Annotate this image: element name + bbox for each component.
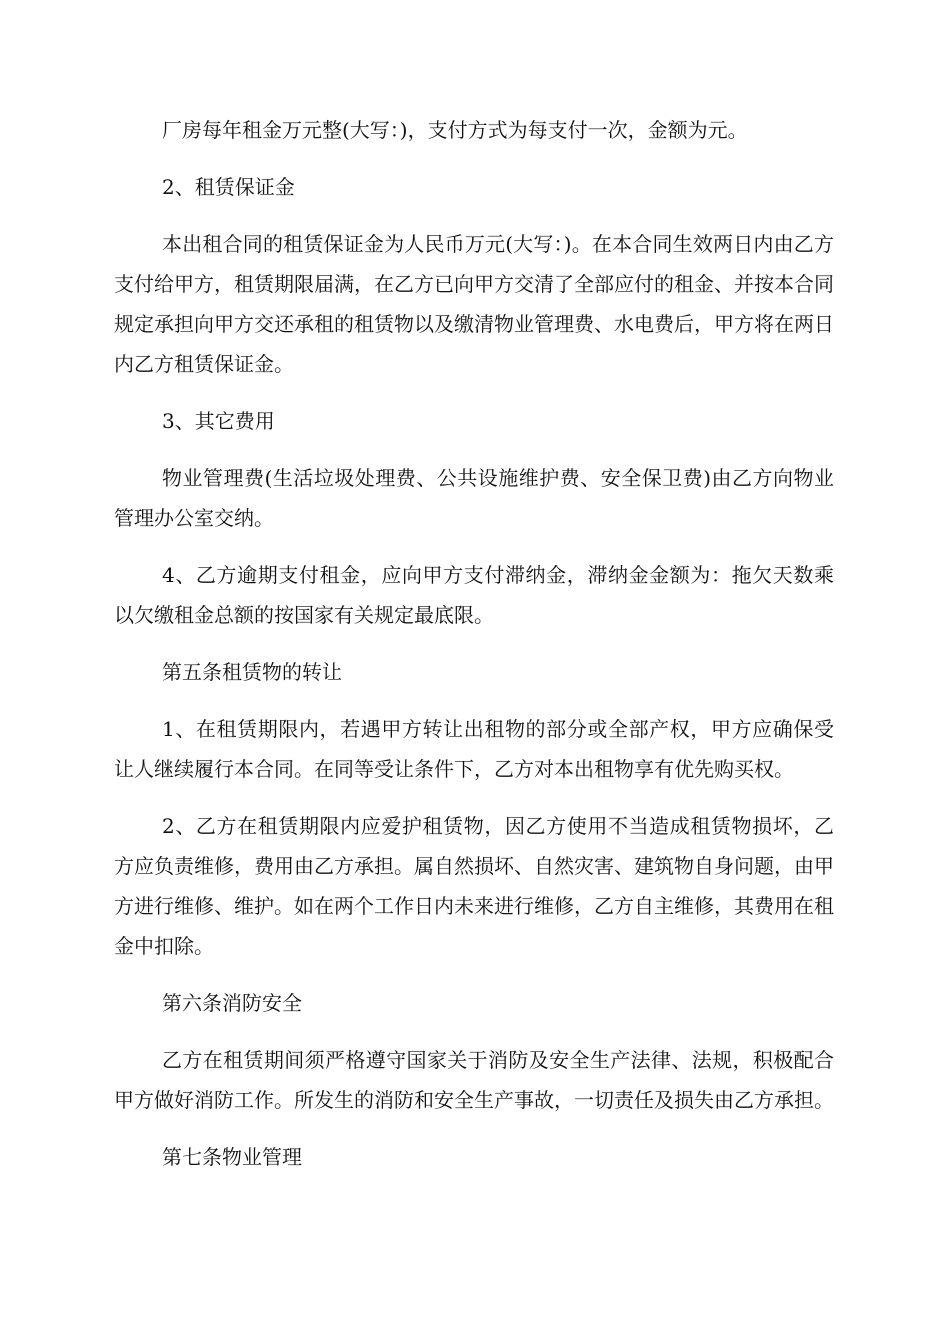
heading-article-6: 第六条消防安全 bbox=[162, 991, 302, 1015]
paragraph-rent-amount: 厂房每年租金万元整(大写：)，支付方式为每支付一次，金额为元。 bbox=[162, 118, 748, 142]
heading-other-fees: 3、其它费用 bbox=[162, 409, 275, 433]
paragraph-property-fees: 物业管理费(生活垃圾处理费、公共设施维护费、安全保卫费)由乙方向物业管理办公室交纳。 bbox=[114, 466, 834, 530]
document-body bbox=[114, 110, 834, 1194]
heading-deposit: 2、租赁保证金 bbox=[162, 175, 295, 199]
paragraph-maintenance: 2、乙方在租赁期限内应爱护租赁物，因乙方使用不当造成租赁物损坏，乙方应负责维修，费用由乙方承担。属自然损坏、自然灾害、建筑物自身问题，由甲方进行维修、维护。如在两个工作日内未来进行维修，乙方自主维修，其费用在租金中扣除。 bbox=[114, 814, 834, 958]
heading-article-5: 第五条租赁物的转让 bbox=[162, 660, 342, 684]
paragraph-fire-safety: 乙方在租赁期间须严格遵守国家关于消防及安全生产法律、法规，积极配合甲方做好消防工作。所发生的消防和安全生产事故，一切责任及损失由乙方承担。 bbox=[114, 1048, 834, 1112]
heading-article-7: 第七条物业管理 bbox=[162, 1145, 302, 1169]
paragraph-deposit: 本出租合同的租赁保证金为人民币万元(大写：)。在本合同生效两日内由乙方支付给甲方，租赁期限届满，在乙方已向甲方交清了全部应付的租金、并按本合同规定承担向甲方交还承租的租赁物以及缴清物业管理费、水电费后，甲方将在两日内乙方租赁保证金。 bbox=[114, 232, 834, 376]
paragraph-transfer: 1、在租赁期限内，若遇甲方转让出租物的部分或全部产权，甲方应确保受让人继续履行本合同。在同等受让条件下，乙方对本出租物享有优先购买权。 bbox=[114, 717, 834, 781]
paragraph-late-fee: 4、乙方逾期支付租金，应向甲方支付滞纳金，滞纳金金额为：拖欠天数乘以欠缴租金总额的按国家有关规定最底限。 bbox=[114, 563, 834, 627]
